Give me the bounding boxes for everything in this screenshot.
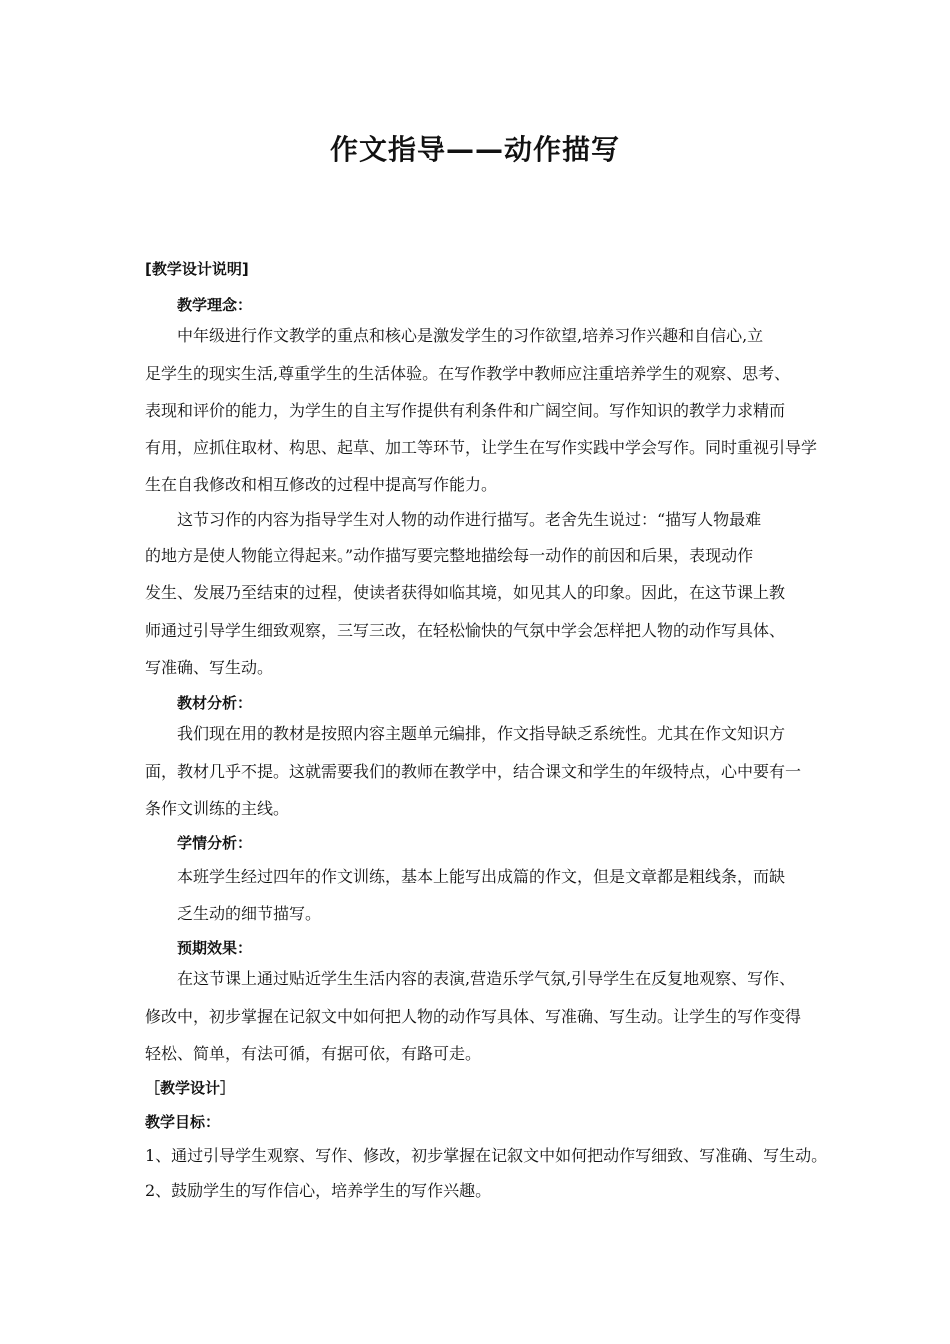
design-heading: ［教学设计］: [145, 1079, 236, 1097]
paragraph-line: 的地方是使人物能立得起来。”动作描写要完整地描绘每一动作的前因和后果，表现动作: [145, 546, 754, 565]
goals-heading: 教学目标：: [145, 1113, 221, 1131]
philosophy-heading: 教学理念：: [177, 296, 253, 314]
goal-item: 2、鼓励学生的写作信心，培养学生的写作兴趣。: [145, 1181, 492, 1200]
paragraph-line: 有用，应抓住取材、构思、起草、加工等环节，让学生在写作实践中学会写作。同时重视引导学: [145, 438, 818, 457]
paragraph-line: 条作文训练的主线。: [145, 799, 290, 818]
students-heading: 学情分析：: [177, 834, 253, 852]
goal-item: 1、通过引导学生观察、写作、修改，初步掌握在记叙文中如何把动作写细致、写准确、写生动。: [145, 1146, 828, 1165]
effect-heading: 预期效果：: [177, 939, 253, 957]
paragraph-line: 我们现在用的教材是按照内容主题单元编排，作文指导缺乏系统性。尤其在作文知识方: [177, 724, 786, 743]
paragraph-line: 中年级进行作文教学的重点和核心是激发学生的习作欲望,培养习作兴趣和自信心,立: [177, 326, 764, 345]
paragraph-line: 足学生的现实生活,尊重学生的生活体验。在写作教学中教师应注重培养学生的观察、思考、: [145, 364, 791, 383]
paragraph-line: 表现和评价的能力，为学生的自主写作提供有利条件和广阔空间。写作知识的教学力求精而: [145, 401, 786, 420]
page-title: 作文指导——动作描写: [329, 133, 620, 166]
paragraph-line: 发生、发展乃至结束的过程，使读者获得如临其境，如见其人的印象。因此，在这节课上教: [145, 583, 786, 602]
paragraph-line: 写准确、写生动。: [145, 658, 274, 677]
paragraph-line: 修改中，初步掌握在记叙文中如何把人物的动作写具体、写准确、写生动。让学生的写作变得: [145, 1007, 802, 1026]
paragraph-line: 面，教材几乎不提。这就需要我们的教师在教学中，结合课文和学生的年级特点，心中要有一: [145, 762, 802, 781]
design-note-heading: [教学设计说明]: [145, 260, 249, 278]
paragraph-line: 轻松、简单，有法可循，有据可依，有路可走。: [145, 1044, 482, 1063]
paragraph-line: 本班学生经过四年的作文训练，基本上能写出成篇的作文，但是文章都是粗线条，而缺: [177, 867, 786, 886]
material-heading: 教材分析：: [177, 694, 253, 712]
paragraph-line: 师通过引导学生细致观察，三写三改，在轻松愉快的气氛中学会怎样把人物的动作写具体、: [145, 621, 786, 640]
paragraph-line: 生在自我修改和相互修改的过程中提高写作能力。: [145, 475, 498, 494]
paragraph-line: 乏生动的细节描写。: [177, 904, 322, 923]
paragraph-line: 这节习作的内容为指导学生对人物的动作进行描写。老舍先生说过：“描写人物最难: [177, 510, 762, 529]
paragraph-line: 在这节课上通过贴近学生生活内容的表演,营造乐学气氛,引导学生在反复地观察、写作、: [177, 969, 796, 988]
